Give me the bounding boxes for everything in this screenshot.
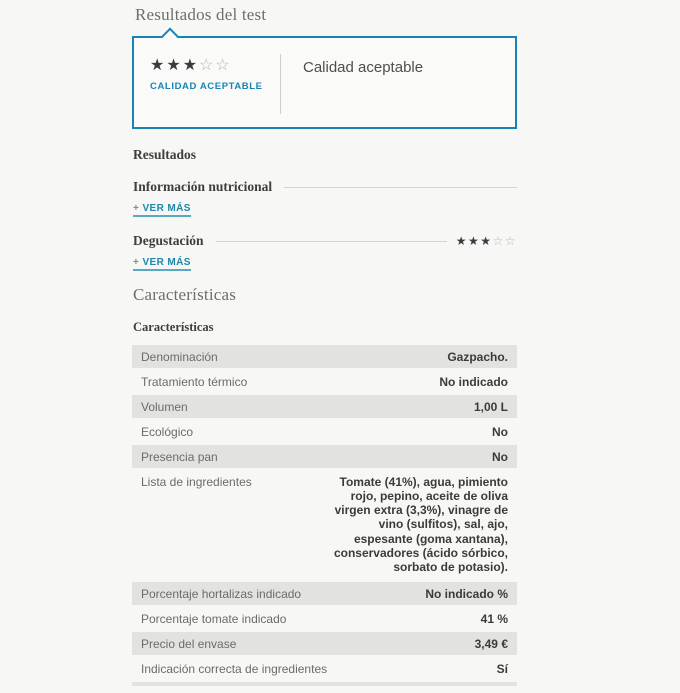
table-row [132,420,517,445]
main-content [132,0,517,686]
row-label: Presencia pan [141,449,218,464]
next-row-partial [132,682,517,686]
row-value: 1,00 L [473,399,508,414]
row-value: 3,49 € [474,636,508,651]
overall-rating-stars [150,58,280,74]
row-label: Ecológico [141,424,194,439]
row-label: Indicación correcta de ingredientes [141,661,328,676]
table-row [132,582,517,607]
row-value: No [492,449,508,464]
row-label: Precio del envase [141,636,237,651]
row-label: Volumen [141,399,188,414]
table-row [132,370,517,395]
row-label: Lista de ingredientes [141,475,252,489]
row-value: Sí [496,661,508,676]
row-label: Porcentaje hortalizas indicado [141,586,302,601]
row-label: Tratamiento térmico [141,374,248,389]
table-row [132,632,517,657]
row-value: Tomate (41%), agua, pimiento rojo, pepino, aceite de oliva virgen extra (3,3%), vinagre de vino (sulfitos), sal, ajo, espesante (goma xantana), conservadores (ácido sórbico, sorbato de potasio). [333,475,508,574]
row-value: No [492,424,508,439]
section-heading-degustacion: Degustación [133,233,204,248]
star-icon-filled: ★★★ [455,234,493,248]
ver-mas-label: VER MÁS [142,257,191,268]
table-row [132,445,517,470]
row-value: 41 % [480,611,508,626]
section-heading-informacion-nutricional: Información nutricional [133,179,273,194]
star-icon-filled: ★★★ [150,57,200,74]
star-icon-empty: ☆☆ [492,234,517,248]
table-row [132,395,517,420]
table-row-ingredientes [132,470,517,582]
row-value: No indicado [439,374,508,389]
plus-icon: + [133,203,140,214]
results-title: Resultados del test [135,5,267,24]
horizontal-rule [216,241,447,242]
row-label: Denominación [141,349,218,364]
caracteristicas-subtitle: Características [133,320,214,334]
table-row [132,607,517,632]
row-label: Porcentaje tomate indicado [141,611,287,626]
rating-category-label: CALIDAD ACEPTABLE [150,81,263,92]
ver-mas-label: VER MÁS [142,203,191,214]
overall-rating-column [134,38,280,127]
table-row [132,657,517,682]
horizontal-rule [284,187,517,188]
caracteristicas-title: Características [133,285,237,304]
test-score-card [132,36,517,129]
row-degustacion [133,233,517,249]
degustacion-rating-stars [456,235,517,247]
row-value: Gazpacho. [447,349,508,364]
plus-icon: + [133,257,140,268]
ver-mas-link-informacion[interactable] [133,203,191,217]
row-value: No indicado % [425,586,508,601]
table-row [132,345,517,370]
caracteristicas-table [132,345,517,686]
ver-mas-link-degustacion[interactable] [133,257,191,271]
section-heading-resultados: Resultados [133,147,197,162]
star-icon-empty: ☆☆ [199,57,232,74]
quality-verdict-text: Calidad aceptable [303,59,424,76]
row-informacion-nutricional [133,179,517,195]
